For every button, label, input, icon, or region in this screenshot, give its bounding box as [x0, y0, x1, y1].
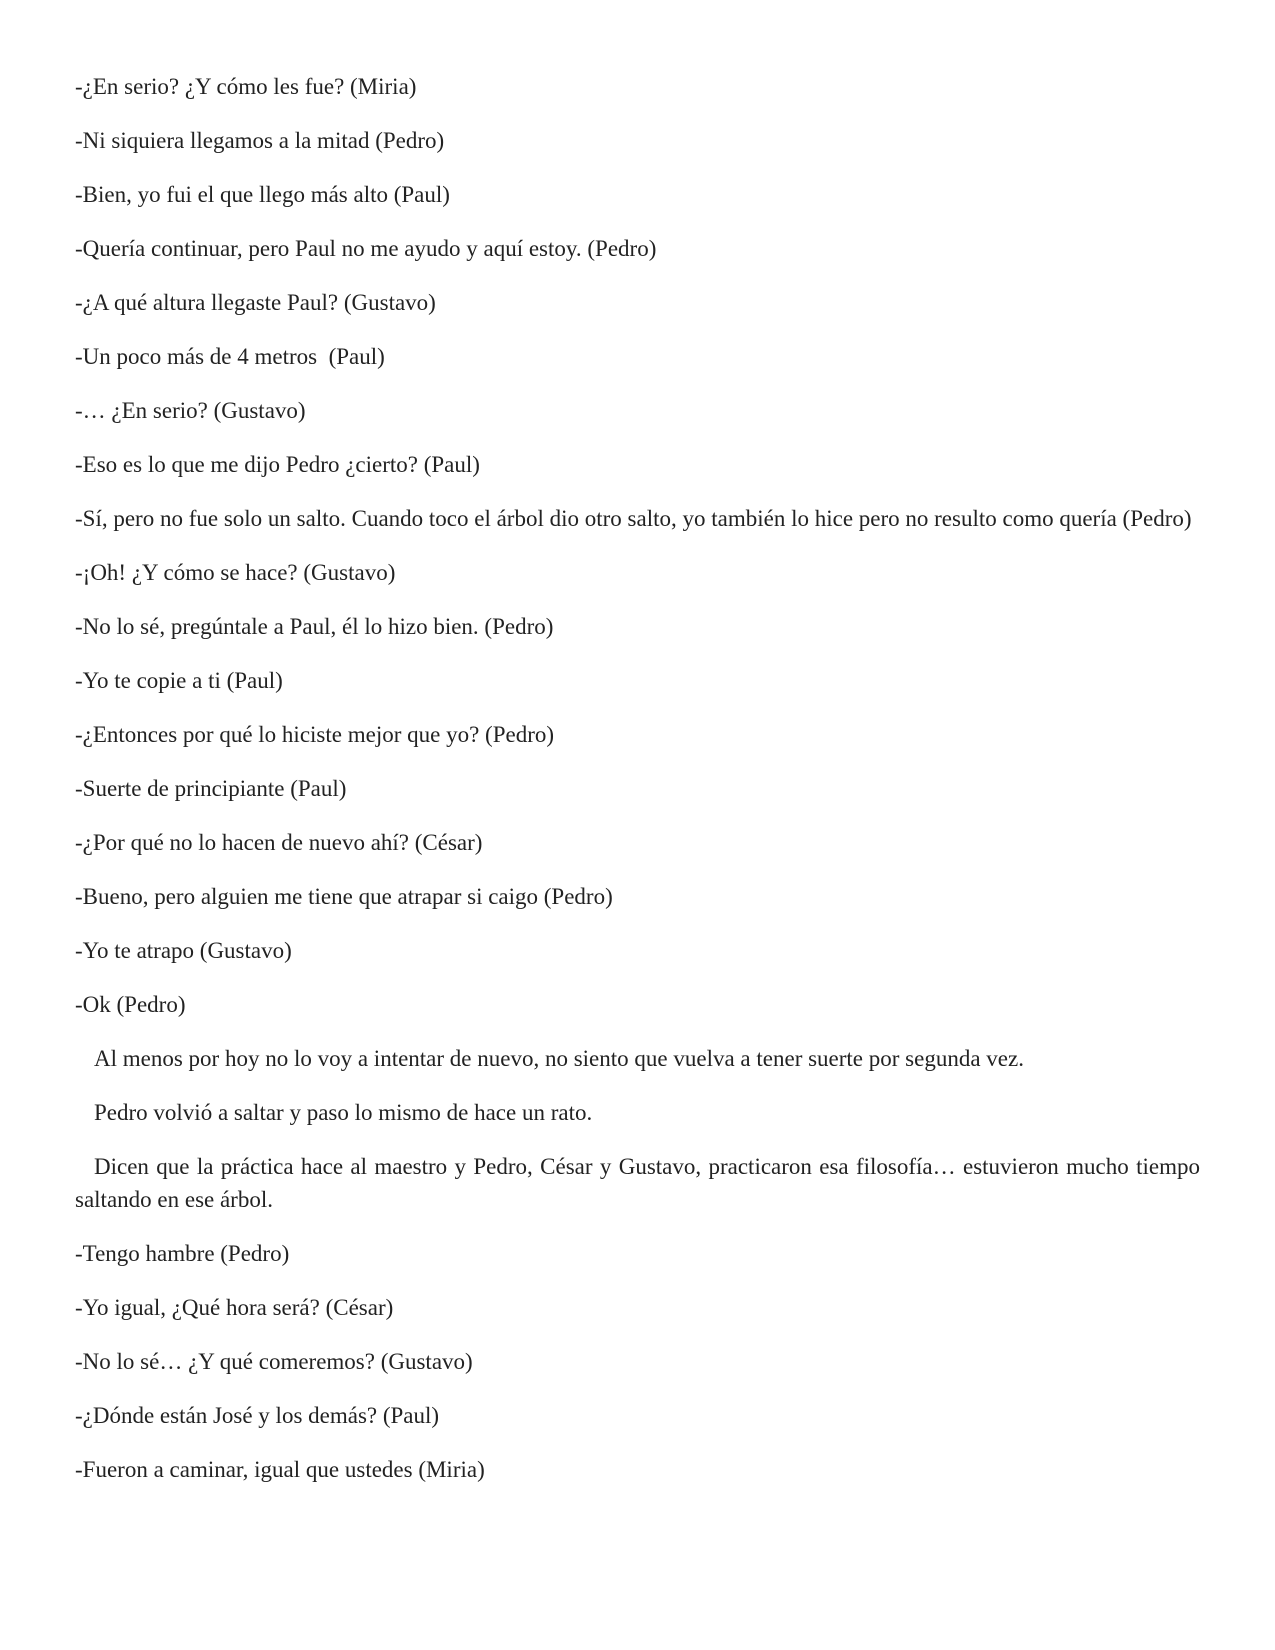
dialogue-line: -Bueno, pero alguien me tiene que atrapar si caigo (Pedro)	[75, 884, 613, 909]
dialogue-line: -Yo igual, ¿Qué hora será? (César)	[75, 1295, 394, 1320]
dialogue-line: -¿Dónde están José y los demás? (Paul)	[75, 1403, 440, 1428]
dialogue-line: -Un poco más de 4 metros (Paul)	[75, 344, 385, 369]
dialogue-line: -… ¿En serio? (Gustavo)	[75, 398, 306, 423]
dialogue-line: -No lo sé… ¿Y qué comeremos? (Gustavo)	[75, 1349, 473, 1374]
dialogue-line: -¡Oh! ¿Y cómo se hace? (Gustavo)	[75, 560, 396, 585]
document-page	[75, 70, 1200, 1507]
dialogue-line: -¿A qué altura llegaste Paul? (Gustavo)	[75, 290, 436, 315]
dialogue-line: -Yo te atrapo (Gustavo)	[75, 938, 292, 963]
dialogue-line: -Ok (Pedro)	[75, 992, 186, 1017]
dialogue-line: -Yo te copie a ti (Paul)	[75, 668, 283, 693]
dialogue-line: -¿Entonces por qué lo hiciste mejor que yo? (Pedro)	[75, 722, 555, 747]
dialogue-line: -Eso es lo que me dijo Pedro ¿cierto? (Paul)	[75, 452, 480, 477]
dialogue-line: -No lo sé, pregúntale a Paul, él lo hizo bien. (Pedro)	[75, 614, 554, 639]
narration-paragraph: Al menos por hoy no lo voy a intentar de nuevo, no siento que vuelva a tener suerte por segunda vez.	[94, 1046, 1024, 1071]
dialogue-line: -Tengo hambre (Pedro)	[75, 1241, 290, 1266]
dialogue-line: -Bien, yo fui el que llego más alto (Paul)	[75, 182, 450, 207]
dialogue-line: -¿En serio? ¿Y cómo les fue? (Miria)	[75, 74, 417, 99]
dialogue-line: -Sí, pero no fue solo un salto. Cuando toco el árbol dio otro salto, yo también lo hice pero no resulto como quería (Pedro)	[75, 506, 1192, 531]
dialogue-line: -Fueron a caminar, igual que ustedes (Miria)	[75, 1457, 485, 1482]
narration-paragraph: Pedro volvió a saltar y paso lo mismo de hace un rato.	[94, 1100, 593, 1125]
narration-paragraph: Dicen que la práctica hace al maestro y Pedro, César y Gustavo, practicaron esa filosofía… estuvieron mucho tiempo saltando en ese árbol.	[75, 1154, 1200, 1212]
dialogue-line: -¿Por qué no lo hacen de nuevo ahí? (César)	[75, 830, 483, 855]
dialogue-line: -Quería continuar, pero Paul no me ayudo y aquí estoy. (Pedro)	[75, 236, 657, 261]
dialogue-line: -Ni siquiera llegamos a la mitad (Pedro)	[75, 128, 445, 153]
dialogue-line: -Suerte de principiante (Paul)	[75, 776, 347, 801]
